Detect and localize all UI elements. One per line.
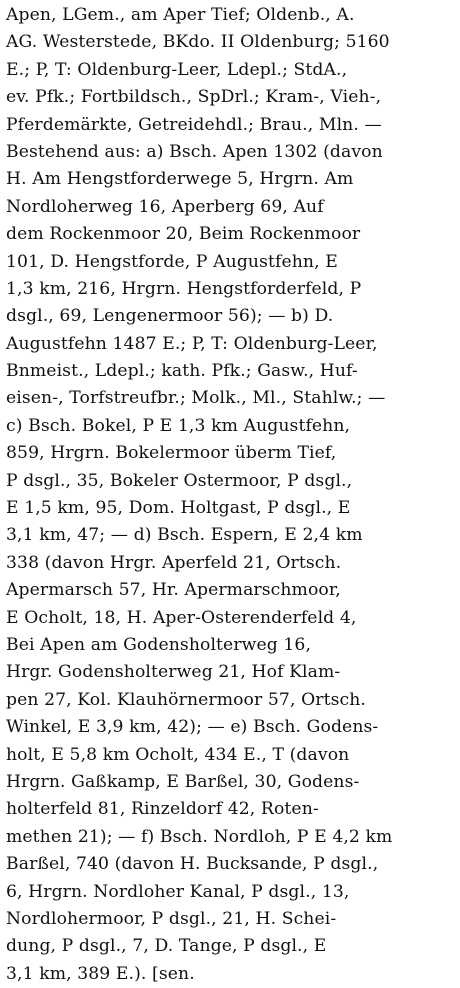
entry-line: P dsgl., 35, Bokeler Ostermoor, P dsgl., bbox=[6, 470, 353, 491]
entry-line: ev. Pfk.; Fortbildsch., SpDrl.; Kram-, Vieh-, bbox=[6, 87, 382, 108]
entry-line: Winkel, E 3,9 km, 42); — e) Bsch. Godens- bbox=[6, 717, 379, 738]
entry-line: 3,1 km, 47; — d) Bsch. Espern, E 2,4 km bbox=[6, 525, 363, 546]
entry-line: Pferdemärkte, Getreidehdl.; Brau., Mln. — bbox=[6, 114, 382, 135]
entry-line: Hrgr. Godensholterweg 21, Hof Klam- bbox=[6, 662, 341, 683]
entry-line: E Ocholt, 18, H. Aper-Osterenderfeld 4, bbox=[6, 607, 357, 628]
entry-line: holterfeld 81, Rinzeldorf 42, Roten- bbox=[6, 799, 319, 820]
entry-line: Bei Apen am Godensholterweg 16, bbox=[6, 634, 312, 655]
entry-line: 6, Hrgrn. Nordloher Kanal, P dsgl., 13, bbox=[6, 881, 350, 902]
entry-line: Hrgrn. Gaßkamp, E Barßel, 30, Godens- bbox=[6, 771, 360, 792]
entry-line: 338 (davon Hrgr. Aperfeld 21, Ortsch. bbox=[6, 552, 342, 573]
entry-line: Apermarsch 57, Hr. Apermarschmoor, bbox=[6, 580, 341, 601]
dictionary-entry-apen bbox=[6, 2, 456, 988]
entry-line: 859, Hrgrn. Bokelermoor überm Tief, bbox=[6, 443, 337, 464]
entry-line: Bestehend aus: a) Bsch. Apen 1302 (davon bbox=[6, 141, 383, 162]
entry-line: Apen, LGem., am Aper Tief; Oldenb., A. bbox=[6, 5, 355, 25]
entry-line: Augustfehn 1487 E.; P, T: Oldenburg-Leer, bbox=[6, 333, 378, 354]
entry-line: holt, E 5,8 km Ocholt, 434 E., T (davon bbox=[6, 744, 350, 765]
entry-line: Nordlohermoor, P dsgl., 21, H. Schei- bbox=[6, 908, 337, 929]
entry-line: 1,3 km, 216, Hrgrn. Hengstforderfeld, P bbox=[6, 278, 362, 299]
entry-line: H. Am Hengstforderwege 5, Hrgrn. Am bbox=[6, 169, 354, 190]
entry-line: dsgl., 69, Lengenermoor 56); — b) D. bbox=[6, 306, 334, 327]
entry-line: AG. Westerstede, BKdo. II Oldenburg; 5160 bbox=[6, 32, 390, 53]
entry-line: 101, D. Hengstforde, P Augustfehn, E bbox=[6, 251, 338, 272]
entry-line: dung, P dsgl., 7, D. Tange, P dsgl., E bbox=[6, 936, 327, 957]
entry-line: 3,1 km, 389 E.). [sen. bbox=[6, 963, 195, 984]
entry-line: Bnmeist., Ldepl.; kath. Pfk.; Gasw., Huf- bbox=[6, 361, 358, 382]
entry-line: E 1,5 km, 95, Dom. Holtgast, P dsgl., E bbox=[6, 498, 351, 519]
entry-line: Barßel, 740 (davon H. Bucksande, P dsgl., bbox=[6, 854, 379, 875]
entry-line: methen 21); — f) Bsch. Nordloh, P E 4,2 km bbox=[6, 826, 393, 847]
entry-line: c) Bsch. Bokel, P E 1,3 km Augustfehn, bbox=[6, 415, 351, 436]
entry-line: dem Rockenmoor 20, Beim Rockenmoor bbox=[6, 224, 361, 245]
entry-line: Nordloherweg 16, Aperberg 69, Auf bbox=[6, 196, 324, 217]
entry-line: E.; P, T: Oldenburg-Leer, Ldepl.; StdA., bbox=[6, 59, 348, 80]
entry-line: eisen-, Torfstreufbr.; Molk., Ml., Stahlw.; — bbox=[6, 388, 386, 409]
entry-line: pen 27, Kol. Klauhörnermoor 57, Ortsch. bbox=[6, 689, 366, 710]
